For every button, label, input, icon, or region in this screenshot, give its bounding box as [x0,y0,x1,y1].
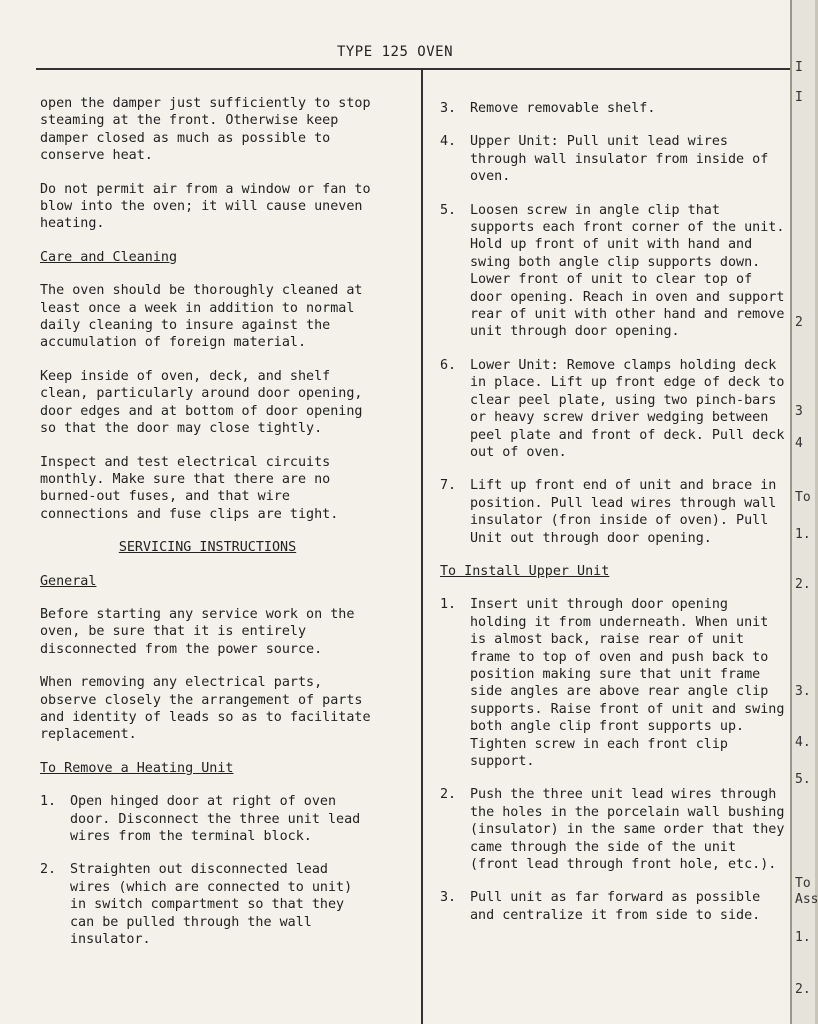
paragraph-before-service: Before starting any service work on the oven, be sure that it is entirely disconnected from the power source. [40,606,355,657]
paragraph-inspect: Inspect and test electrical circuits monthly. Make sure that there are no burned-out fuses, and that wire connections and fuse clips are tight. [40,454,339,522]
header-rule [36,68,790,70]
edge-mark: To [795,490,811,505]
edge-mark: 3. [795,684,811,699]
heading-remove-unit: To Remove a Heating Unit [40,760,234,776]
list-item [440,133,785,185]
item-text: Open hinged door at right of oven door. Disconnect the three unit lead wires from the terminal block. [70,794,361,844]
item-number: 2. [40,862,57,878]
item-text: Loosen screw in angle clip that supports each front corner of the unit. Hold up front of unit with hand and swing both angle clip supports down. Lower front of unit to clear top of door opening. Reach in oven and support rear of unit with other hand and remove unit through door opening. [470,202,785,340]
edge-mark: 3 [795,404,803,419]
edge-mark: 2 [795,315,803,330]
edge-mark: To [795,876,811,891]
heading-servicing: SERVICING INSTRUCTIONS [118,540,297,556]
edge-mark: I [795,90,803,105]
item-text: Lower Unit: Remove clamps holding deck in place. Lift up front edge of deck to clear peel plate, using two pinch-bars or heavy screw driver wedging between peel plate and front of deck. Pull deck out of oven. [470,357,785,460]
item-text: Upper Unit: Pull unit lead wires through wall insulator from inside of oven. [470,134,769,185]
edge-mark: 5. [795,772,811,787]
item-number: 7. [440,478,457,494]
item-text: Pull unit as far forward as possible and centralize it from side to side. [470,890,761,923]
paragraph-damper: open the damper just sufficiently to stop steaming at the front. Otherwise keep damper closed as much as possible to conserve heat. [40,96,371,164]
item-text: Remove removable shelf. [470,101,656,116]
edge-mark: 2. [795,982,811,997]
item-number: 1. [40,794,57,810]
list-item [440,477,785,547]
item-number: 5. [440,202,457,218]
list-item [440,889,785,924]
item-number: 6. [440,357,457,373]
list-item [40,861,375,948]
paragraph-cleaning: The oven should be thoroughly cleaned at least once a week in addition to normal daily cleaning to insure against the accumulation of foreign material. [40,283,363,351]
edge-mark: 1. [795,930,811,945]
edge-mark: 2. [795,577,811,592]
edge-mark: 4 [795,436,803,451]
paragraph-keep-clean: Keep inside of oven, deck, and shelf clean, particularly around door opening, door edges and at bottom of door opening so that the door may close tightly. [40,368,363,437]
item-number: 1. [440,597,457,613]
item-text: Push the three unit lead wires through the holes in the porcelain wall bushing (insulator) in the same order that they came through the side of the unit (front lead through front hole, etc.). [470,787,785,873]
edge-mark: Ass [795,892,818,907]
heading-care-cleaning: Care and Cleaning [40,249,178,265]
list-item [440,357,785,461]
list-item [440,202,785,341]
edge-mark: 4. [795,735,811,750]
list-item [440,786,785,873]
list-item [440,100,785,117]
paragraph-air: Do not permit air from a window or fan to blow into the oven; it will cause uneven heating. [40,181,371,232]
left-column [40,95,375,964]
item-text: Straighten out disconnected lead wires (which are connected to unit) in switch compartment so that they can be pulled through the wall insulator. [70,862,353,948]
item-number: 2. [440,787,457,803]
item-number: 3. [440,101,457,116]
edge-mark: 1. [795,527,811,542]
item-text: Lift up front end of unit and brace in position. Pull lead wires through wall insulator (fron inside of oven). Pull Unit out through door opening. [470,478,777,546]
next-page-edge [790,0,818,1024]
list-item [40,793,375,845]
edge-mark: I [795,60,803,75]
heading-install-upper-unit: To Install Upper Unit [440,563,610,579]
item-text: Insert unit through door opening holding it from underneath. When unit is almost back, raise rear of unit frame to top of oven and push back to position making sure that unit frame side angles are above rear angle clip supports. Raise front of unit and swing both angle clip front supports up. Tighten screw in each front clip support. [470,597,785,769]
column-divider [421,70,423,1024]
right-column [440,100,785,940]
list-item [440,596,785,770]
heading-general: General [40,573,97,589]
item-number: 4. [440,134,457,150]
item-number: 3. [440,890,457,906]
page-header: TYPE 125 OVEN [336,44,454,60]
paragraph-removing-parts: When removing any electrical parts, observe closely the arrangement of parts and identity of leads so as to facilitate replacement. [40,675,371,743]
